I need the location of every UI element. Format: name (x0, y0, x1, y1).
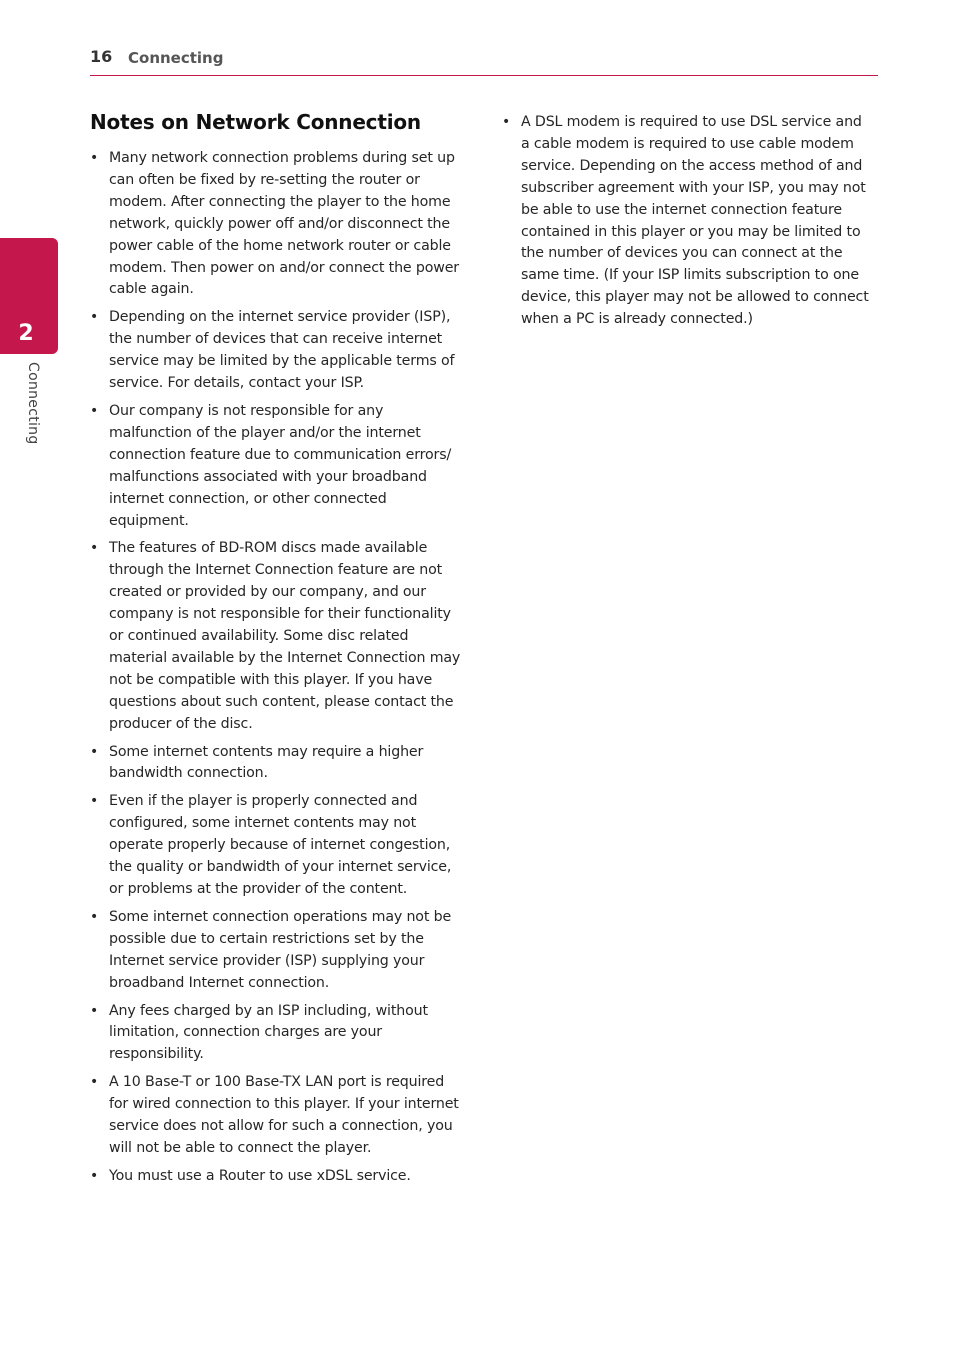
list-item: • A DSL modem is required to use DSL service and a cable modem is required to use cable modem service. Depending on the access method of and subscriber agreement with your ISP, you may not be able to use the internet connection feature contained in this player or you may be limited to the number of devices you can connect at the same time. (If your ISP limits subscription to one device, this player may not be allowed to connect when a PC is already connected.) (502, 112, 872, 331)
notes-list-right (502, 112, 872, 331)
header-section-title: Connecting (128, 49, 224, 67)
chapter-tab (0, 238, 58, 354)
list-item: • Our company is not responsible for any malfunction of the player and/or the internet connection feature due to communication errors/ malfunctions associated with your broadband internet connection, or other connected equipment. (90, 401, 466, 532)
list-item: • Depending on the internet service provider (ISP), the number of devices that can receive internet service may be limited by the applicable terms of service. For details, contact your ISP. (90, 307, 466, 395)
page-header (90, 47, 878, 76)
chapter-number: 2 (18, 321, 34, 346)
list-item: • Some internet contents may require a higher bandwidth connection. (90, 742, 466, 786)
page-number: 16 (90, 47, 113, 66)
list-item: • Any fees charged by an ISP including, without limitation, connection charges are your responsibility. (90, 1001, 466, 1067)
list-item: • Many network connection problems during set up can often be fixed by re-setting the router or modem. After connecting the player to the home network, quickly power off and/or disconnect the power cable of the home network router or cable modem. Then power on and/or connect the power cable again. (90, 148, 466, 301)
list-item: • Even if the player is properly connected and configured, some internet contents may not operate properly because of internet congestion, the quality or bandwidth of your internet service, or problems at the provider of the content. (90, 791, 466, 901)
list-item: • Some internet connection operations may not be possible due to certain restrictions set by the Internet service provider (ISP) supplying your broadband Internet connection. (90, 907, 466, 995)
list-item: • You must use a Router to use xDSL service. (90, 1166, 466, 1188)
chapter-side-label: Connecting (25, 362, 41, 445)
right-column (502, 112, 872, 337)
notes-list-left (90, 148, 466, 1188)
section-title: Notes on Network Connection (90, 110, 421, 134)
left-column (90, 110, 466, 1194)
list-item: • A 10 Base-T or 100 Base-TX LAN port is required for wired connection to this player. If your internet service does not allow for such a connection, you will not be able to connect the player. (90, 1072, 466, 1160)
list-item: • The features of BD-ROM discs made available through the Internet Connection feature are not created or provided by our company, and our company is not responsible for their functionality or continued availability. Some disc related material available by the Internet Connection may not be compatible with this player. If you have questions about such content, please contact the producer of the disc. (90, 538, 466, 735)
